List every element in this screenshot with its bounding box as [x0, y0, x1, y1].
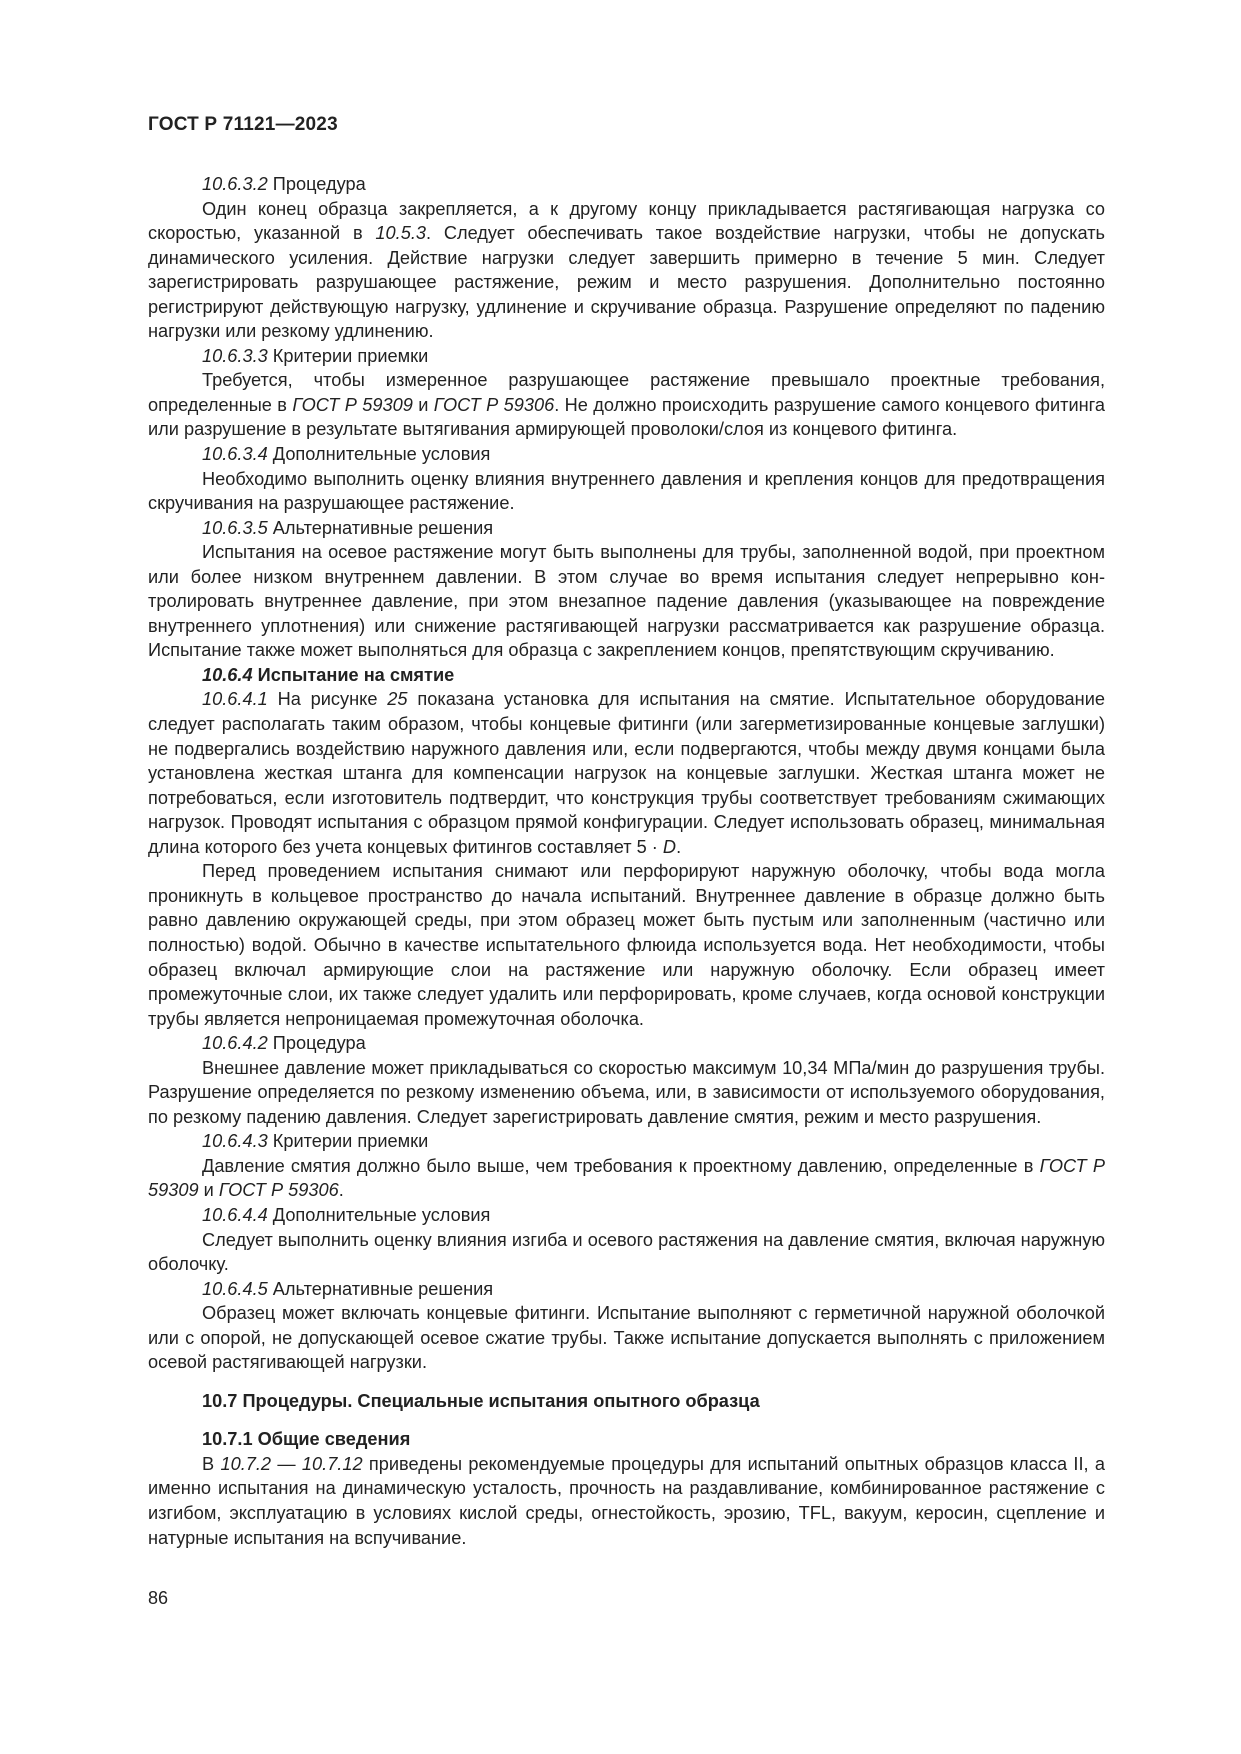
paragraph-10-6-4-2: Внешнее давление может прикладываться со скоростью максимум 10,34 МПа/мин до разрушения трубы. Разрушение определяется по резкому изменению объема, или, в зависимости от используемого оборудования, по резкому падению давления. Следует зарегистрировать давление смятия, режим и место разрушения. — [148, 1057, 1105, 1127]
heading-10-6-3-2 — [148, 172, 1105, 197]
paragraph-10-6-3-5: Испытания на осевое растяжение могут быть выполнены для трубы, заполненной водой, при проектном или более низком внутреннем давлении. В этом случае во время испытания следует непрерывно контролировать внутреннее давление, при этом внезапное падение давления (указывающее на повреждение внутреннего уплотнения) или снижение растягивающей нагрузки рассматривается как разрушение образца. Испытание также может выполняться для образца с закреплением концов, препятствующим скручиванию. — [148, 542, 1105, 661]
heading-10-6-4-3 — [148, 1129, 1105, 1154]
section-title: Процедура — [272, 1033, 366, 1054]
paragraph-10-6-4-1-cont: Перед проведением испытания снимают или перфорируют наружную оболочку, чтобы вода могла проникнуть в кольцевое пространство до начала испытаний. Внутреннее давление в образце должно быть равно давлению окружающей среды, при этом образец может быть пустым или заполненным (частично или полностью) водой. Обычно в качестве испытательного флюида используется вода. Нет необходимости, чтобы образец включал армирующие слои на растяжение или наружную оболочку. Если образец имеет промежуточные слои, их также следует удалить или перфорировать, кроме случаев, когда основой конструкции трубы является непроницаемая промежуточная оболочка. — [148, 861, 1105, 1029]
clause-reference: 10.7.12 — [301, 1453, 363, 1474]
variable: D — [662, 836, 677, 857]
heading-10-7-1: 10.7.1 Общие сведения — [202, 1429, 411, 1450]
heading-10-6-4 — [148, 663, 1105, 688]
paragraph-10-6-4-5: Образец может включать концевые фитинги. Испытание выполняют с герметичной наружной оболочкой или с опорой, не допускающей осевое сжатие трубы. Также испытание допускается выполнять с приложением осевой растягивающей нагрузки. — [148, 1303, 1105, 1373]
section-number: 10.6.4.3 — [202, 1131, 268, 1152]
heading-10-6-4-2 — [148, 1031, 1105, 1056]
section-title: Критерии приемки — [272, 345, 429, 366]
paragraph-10-6-3-2 — [148, 197, 1105, 344]
text: Давление смятия должно было выше, чем требования к проектному давлению, определенные в — [202, 1155, 1040, 1176]
standard-reference: ГОСТ Р 59306 — [433, 394, 555, 415]
paragraph-10-6-4-1 — [148, 687, 1105, 859]
paragraph-10-6-4-3 — [148, 1154, 1105, 1203]
section-title: Альтернативные решения — [272, 1278, 494, 1299]
paragraph-10-6-3-4: Необходимо выполнить оценку влияния внутреннего давления и крепления концов для предотвращения скручивания на разрушающее растяжение. — [148, 468, 1105, 514]
text: . Не должно происходить разрушение самого концевого фитинга или разрушение в результате вытягивания армирующей проволоки/слоя из концевого фитинга. — [148, 394, 1105, 440]
section-number: 10.6.4.4 — [202, 1204, 268, 1225]
section-number: 10.6.4.2 — [202, 1033, 268, 1054]
heading-10-6-4-4 — [148, 1203, 1105, 1228]
paragraph-10-7-1 — [148, 1452, 1105, 1550]
section-number: 10.6.3.5 — [202, 517, 268, 538]
document-header: ГОСТ Р 71121—2023 — [148, 114, 338, 135]
text: — — [271, 1453, 302, 1474]
clause-reference: 10.5.3 — [375, 223, 426, 244]
standard-reference: ГОСТ Р 59306 — [218, 1180, 339, 1201]
standard-reference: ГОСТ Р 59309 — [292, 394, 413, 415]
paragraph-10-6-3-3 — [148, 368, 1105, 442]
clause-reference: 10.7.2 — [220, 1453, 272, 1474]
section-number: 10.6.4.1 — [202, 689, 268, 710]
section-number: 10.6.4.5 — [202, 1278, 268, 1299]
section-number: 10.6.3.4 — [202, 444, 268, 465]
section-title: Дополнительные условия — [272, 444, 491, 465]
text: В — [202, 1453, 221, 1474]
text: Один конец образца закрепляется, а к другому концу прикладывается растягивающая нагрузка со скоростью, указанной в — [148, 198, 1105, 244]
section-number: 10.6.3.3 — [202, 345, 268, 366]
text: На рисунке — [267, 689, 388, 710]
text: . — [338, 1180, 344, 1201]
section-title: Критерии приемки — [272, 1131, 429, 1152]
heading-10-6-3-4 — [148, 442, 1105, 467]
section-number: 10.6.3.2 — [202, 174, 268, 194]
text: показана установка для испытания на смятие. Испытательное оборудование следует располагать таким образом, чтобы концевые фитинги (или загерметизированные концевые заглушки) не подвергались воздействию наружного давления или, если подвергаются, чтобы между двумя концами была установлена жесткая штанга для компенсации нагрузок на концевые заглушки. Жесткая штанга может не потребоваться, если изготовитель подтвердит, что конструкция трубы соответствует требованиям сжимающих нагрузок. Проводят испытания с образцом прямой конфигурации. Следует использовать образец, минимальная длина которого без учета концевых фитингов составляет 5 · — [148, 689, 1105, 857]
section-title: Дополнительные условия — [272, 1204, 491, 1225]
heading-10-6-3-3 — [148, 344, 1105, 369]
section-title: Процедура — [272, 174, 366, 194]
page-number: 86 — [148, 1588, 169, 1608]
figure-reference: 25 — [387, 689, 408, 710]
heading-10-6-3-5 — [148, 516, 1105, 541]
text: и — [198, 1180, 219, 1201]
text: Требуется, чтобы измеренное разрушающее растяжение превышало проектные требования, определенные в — [148, 370, 1105, 415]
section-number: 10.6.4 — [202, 664, 253, 685]
text: . Следует обеспечивать такое воздействие нагрузки, чтобы не допускать динамического усиления. Действие нагрузки следует завершить примерно в течение 5 мин. Следует зарегистрировать разрушающее растяжение, режим и место разрушения. Дополнительно постоянно регистрируют действующую нагрузку, удлинение и скручивание образца. Разрушение определяют по падению нагрузки или резкому удлинению. — [148, 223, 1105, 342]
section-title: Альтернативные решения — [272, 517, 494, 538]
section-title: Испытание на смятие — [257, 664, 455, 685]
text: приведены рекомендуемые процедуры для испытаний опытных образцов класса II, а именно испытания на динамическую усталость, прочность на раздавливание, комбинированное растяжение с изгибом, эксплуатацию в условиях кислой среды, огнестойкость, эрозию, TFL, вакуум, керосин, сцепление и натурные испытания на вспучивание. — [148, 1453, 1106, 1548]
standard-reference: ГОСТ Р 59309 — [148, 1155, 1105, 1201]
heading-10-6-4-5 — [148, 1277, 1105, 1302]
text: и — [412, 394, 434, 415]
page-body — [148, 172, 1105, 1550]
paragraph-10-6-4-4: Следует выполнить оценку влияния изгиба и осевого растяжения на давление смятия, включая наружную оболочку. — [148, 1229, 1105, 1275]
heading-10-7: 10.7 Процедуры. Специальные испытания опытного образца — [202, 1390, 760, 1411]
text: . — [676, 836, 682, 857]
